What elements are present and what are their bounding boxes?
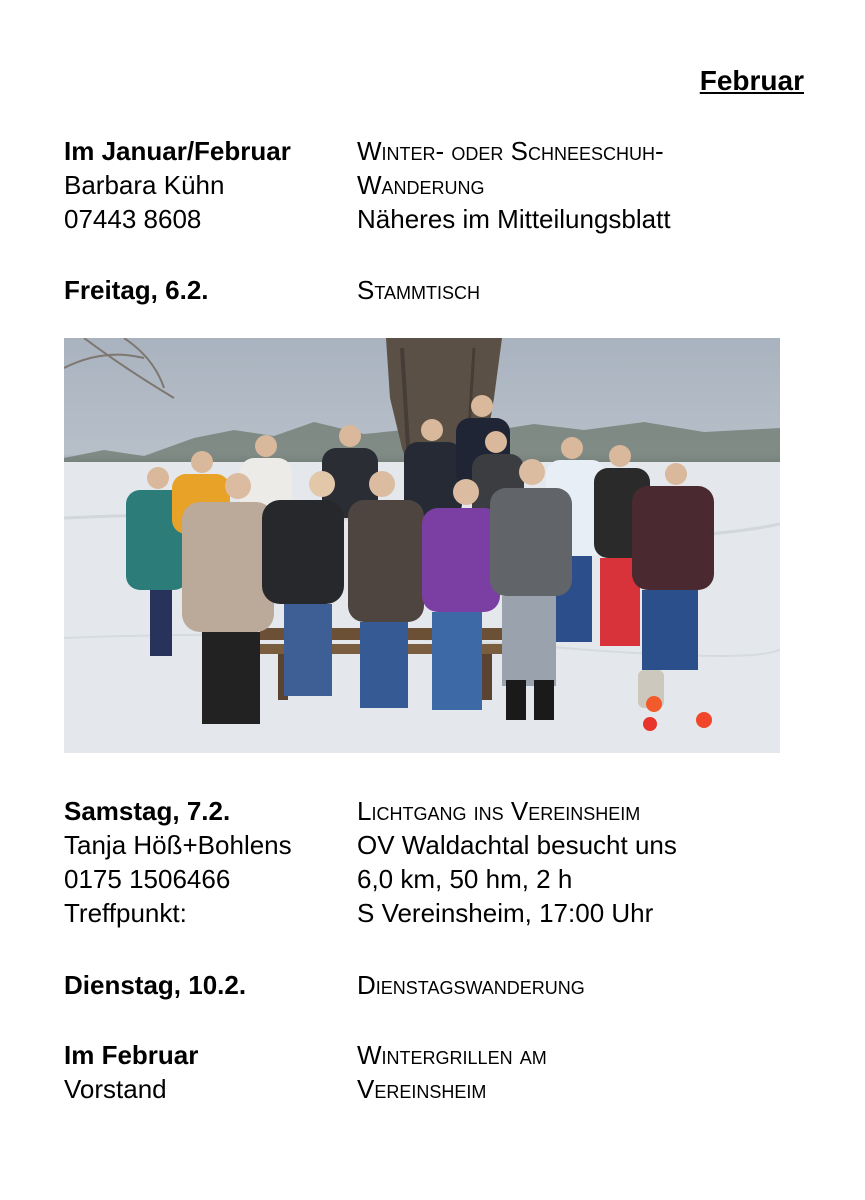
event-details: [357, 794, 817, 930]
event-meeting-point: S Vereinsheim, 17:00 Uhr: [357, 898, 654, 928]
event-title: Dienstagswanderung: [357, 970, 585, 1000]
event-contact: Tanja Höß+Bohlens: [64, 830, 292, 860]
event-title: Wintergrillen am: [357, 1040, 547, 1070]
event-info: [64, 1038, 349, 1106]
event-title: Vereinsheim: [357, 1074, 487, 1104]
event-route: 6,0 km, 50 hm, 2 h: [357, 864, 573, 894]
event-date: Freitag, 6.2.: [64, 275, 209, 305]
event-contact: Vorstand: [64, 1074, 167, 1104]
group-photo-illustration: [64, 338, 780, 753]
event-meeting-label: Treffpunkt:: [64, 898, 187, 928]
event-note: Näheres im Mitteilungsblatt: [357, 204, 671, 234]
event-date: Samstag, 7.2.: [64, 796, 231, 826]
event-date: Im Januar/Februar: [64, 136, 291, 166]
event-title: Lichtgang ins Vereinsheim: [357, 796, 641, 826]
event-info: [64, 968, 349, 1002]
event-phone: 07443 8608: [64, 204, 202, 234]
event-title: Stammtisch: [357, 275, 480, 305]
event-date: Im Februar: [64, 1040, 199, 1070]
month-heading: Februar: [699, 65, 804, 96]
event-phone: 0175 1506466: [64, 864, 231, 894]
event-title: Wanderung: [357, 170, 485, 200]
group-photo: [64, 338, 780, 753]
event-details: [357, 968, 817, 1002]
event-date: Dienstag, 10.2.: [64, 970, 247, 1000]
event-details: [357, 134, 817, 236]
event-title: Winter- oder Schneeschuh-: [357, 136, 664, 166]
event-info: [64, 794, 349, 930]
event-note: OV Waldachtal besucht uns: [357, 830, 677, 860]
event-contact: Barbara Kühn: [64, 170, 225, 200]
event-info: [64, 134, 349, 236]
event-details: [357, 1038, 817, 1106]
event-details: [357, 273, 817, 307]
event-info: [64, 273, 349, 307]
